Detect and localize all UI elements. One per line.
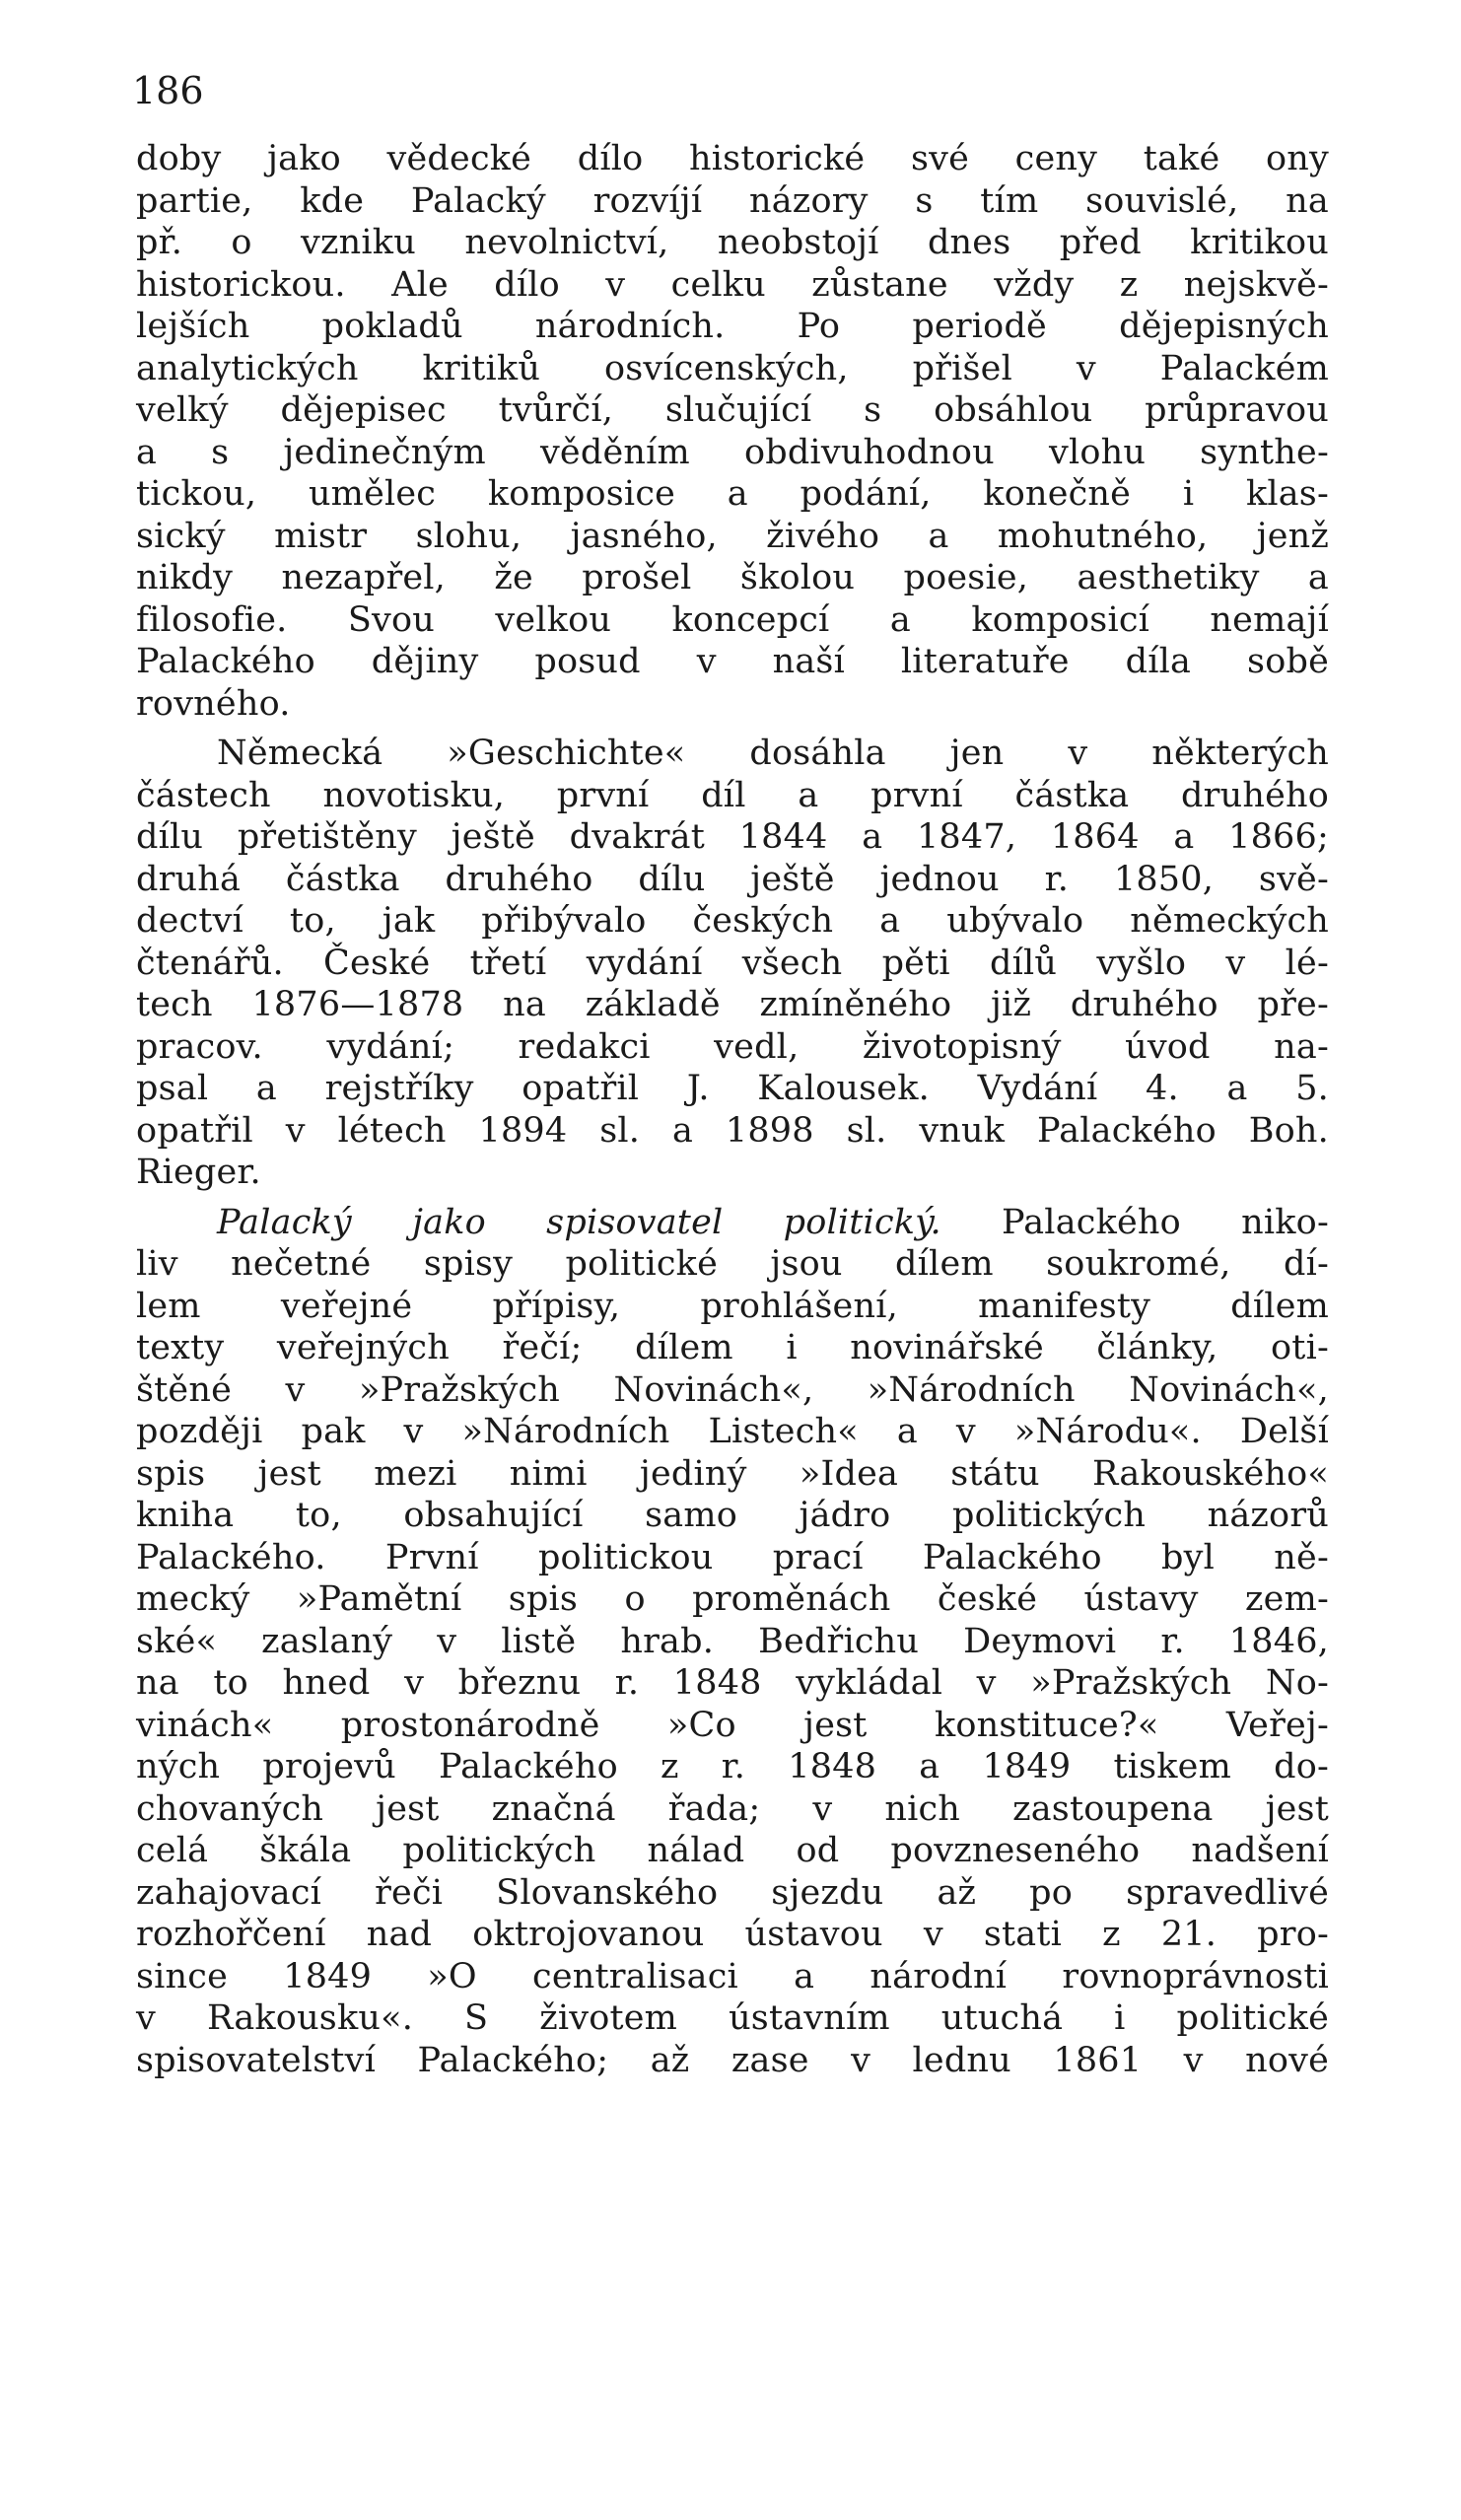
paragraph-gap <box>136 725 1329 733</box>
text-line: lem veřejné přípisy, prohlášení, manifesty dílem <box>136 1286 1329 1326</box>
text-line: Rieger. <box>136 1153 261 1192</box>
text-line: tech 1876—1878 na základě zmíněného již druhého pře- <box>136 985 1329 1024</box>
text-line: doby jako vědecké dílo historické své ceny také ony <box>136 139 1329 178</box>
text-line: liv nečetné spisy politické jsou dílem soukromé, dí- <box>136 1244 1329 1284</box>
text-line: Palackého. První politickou prací Palackého byl ně- <box>136 1537 1329 1577</box>
text-line: velký dějepisec tvůrčí, slučující s obsáhlou průpravou <box>136 390 1329 430</box>
text-line: historickou. Ale dílo v celku zůstane vždy z nejskvě- <box>136 264 1329 305</box>
text-line: opatřil v létech 1894 sl. a 1898 sl. vnuk Palackého Boh. <box>136 1110 1329 1151</box>
text-line: dectví to, jak přibývalo českých a ubývalo německých <box>136 901 1329 941</box>
text-line: spisovatelství Palackého; až zase v lednu 1861 v nové <box>136 2040 1329 2080</box>
paragraph <box>136 138 1329 725</box>
text-line: zahajovací řeči Slovanského sjezdu až po spravedlivé <box>136 1872 1329 1913</box>
text-line: př. o vzniku nevolnictví, neobstojí dnes před kritikou <box>136 223 1329 262</box>
text-column <box>136 138 1329 2081</box>
text-line: spis jest mezi nimi jediný »Idea státu Rakouského« <box>136 1453 1329 1494</box>
paragraph-gap <box>136 1194 1329 1202</box>
text-line: kniha to, obsahující samo jádro politických názorů <box>136 1496 1329 1535</box>
paragraph <box>136 733 1329 1194</box>
text-line: sický mistr slohu, jasného, živého a mohutného, jenž <box>136 516 1329 556</box>
text-line: filosofie. Svou velkou koncepcí a komposicí nemají <box>136 599 1329 640</box>
text-line: čtenářů. České třetí vydání všech pěti dílů vyšlo v lé- <box>136 943 1329 983</box>
text-line: druhá částka druhého dílu ještě jednou r. 1850, svě- <box>136 859 1329 899</box>
text-line: Německá »Geschichte« dosáhla jen v některých <box>217 734 1329 773</box>
text-line: rovného. <box>136 683 291 724</box>
text-line: Palackého dějiny posud v naší literatuře díla sobě <box>136 642 1329 681</box>
text-line: partie, kde Palacký rozvíjí názory s tím souvislé, na <box>136 180 1329 221</box>
text-line: rozhořčení nad oktrojovanou ústavou v stati z 21. pro- <box>136 1915 1329 1954</box>
text-line: lejších pokladů národních. Po periodě dějepisných <box>136 307 1329 346</box>
text-line: psal a rejstříky opatřil J. Kalousek. Vydání 4. a 5. <box>136 1069 1329 1108</box>
text-line: texty veřejných řečí; dílem i novinářské články, oti- <box>136 1328 1329 1367</box>
text-line: ných projevů Palackého z r. 1848 a 1849 tiskem do- <box>136 1747 1329 1786</box>
text-line: since 1849 »O centralisaci a národní rovnoprávnosti <box>136 1956 1329 1996</box>
text-line: a s jedinečným věděním obdivuhodnou vlohu synthe- <box>136 432 1329 472</box>
text-line: mecký »Pamětní spis o proměnách české ústavy zem- <box>136 1579 1329 1619</box>
text-line: dílu přetištěny ještě dvakrát 1844 a 1847, 1864 a 1866; <box>136 817 1329 857</box>
text-line: tickou, umělec komposice a podání, konečně i klas- <box>136 474 1329 514</box>
page-number: 186 <box>132 69 204 112</box>
text-line: nikdy nezapřel, že prošel školou poesie, aesthetiky a <box>136 558 1329 597</box>
text-line: později pak v »Národních Listech« a v »Národu«. Delší <box>136 1412 1329 1451</box>
text-line: v Rakousku«. S životem ústavním utuchá i politické <box>136 1998 1329 2038</box>
text-line: ské« zaslaný v listě hrab. Bedřichu Deymovi r. 1846, <box>136 1621 1329 1661</box>
text-line: štěné v »Pražských Novinách«, »Národních Novinách«, <box>136 1369 1329 1410</box>
text-line-rest: Palackého niko- <box>940 1202 1329 1242</box>
section-heading-italic: Palacký jako spisovatel politický. <box>217 1202 941 1242</box>
text-line: částech novotisku, první díl a první částka druhého <box>136 775 1329 815</box>
text-line <box>136 1202 1329 1244</box>
text-line: analytických kritiků osvícenských, přišel v Palackém <box>136 348 1329 388</box>
text-line: celá škála politických nálad od povzneseného nadšení <box>136 1831 1329 1870</box>
text-line: chovaných jest značná řada; v nich zastoupena jest <box>136 1788 1329 1829</box>
paragraph <box>136 1202 1329 2082</box>
text-line: pracov. vydání; redakci vedl, životopisný úvod na- <box>136 1026 1329 1067</box>
text-line: vinách« prostonárodně »Co jest konstituce?« Veřej- <box>136 1705 1329 1745</box>
text-line: na to hned v březnu r. 1848 vykládal v »Pražských No- <box>136 1663 1329 1703</box>
